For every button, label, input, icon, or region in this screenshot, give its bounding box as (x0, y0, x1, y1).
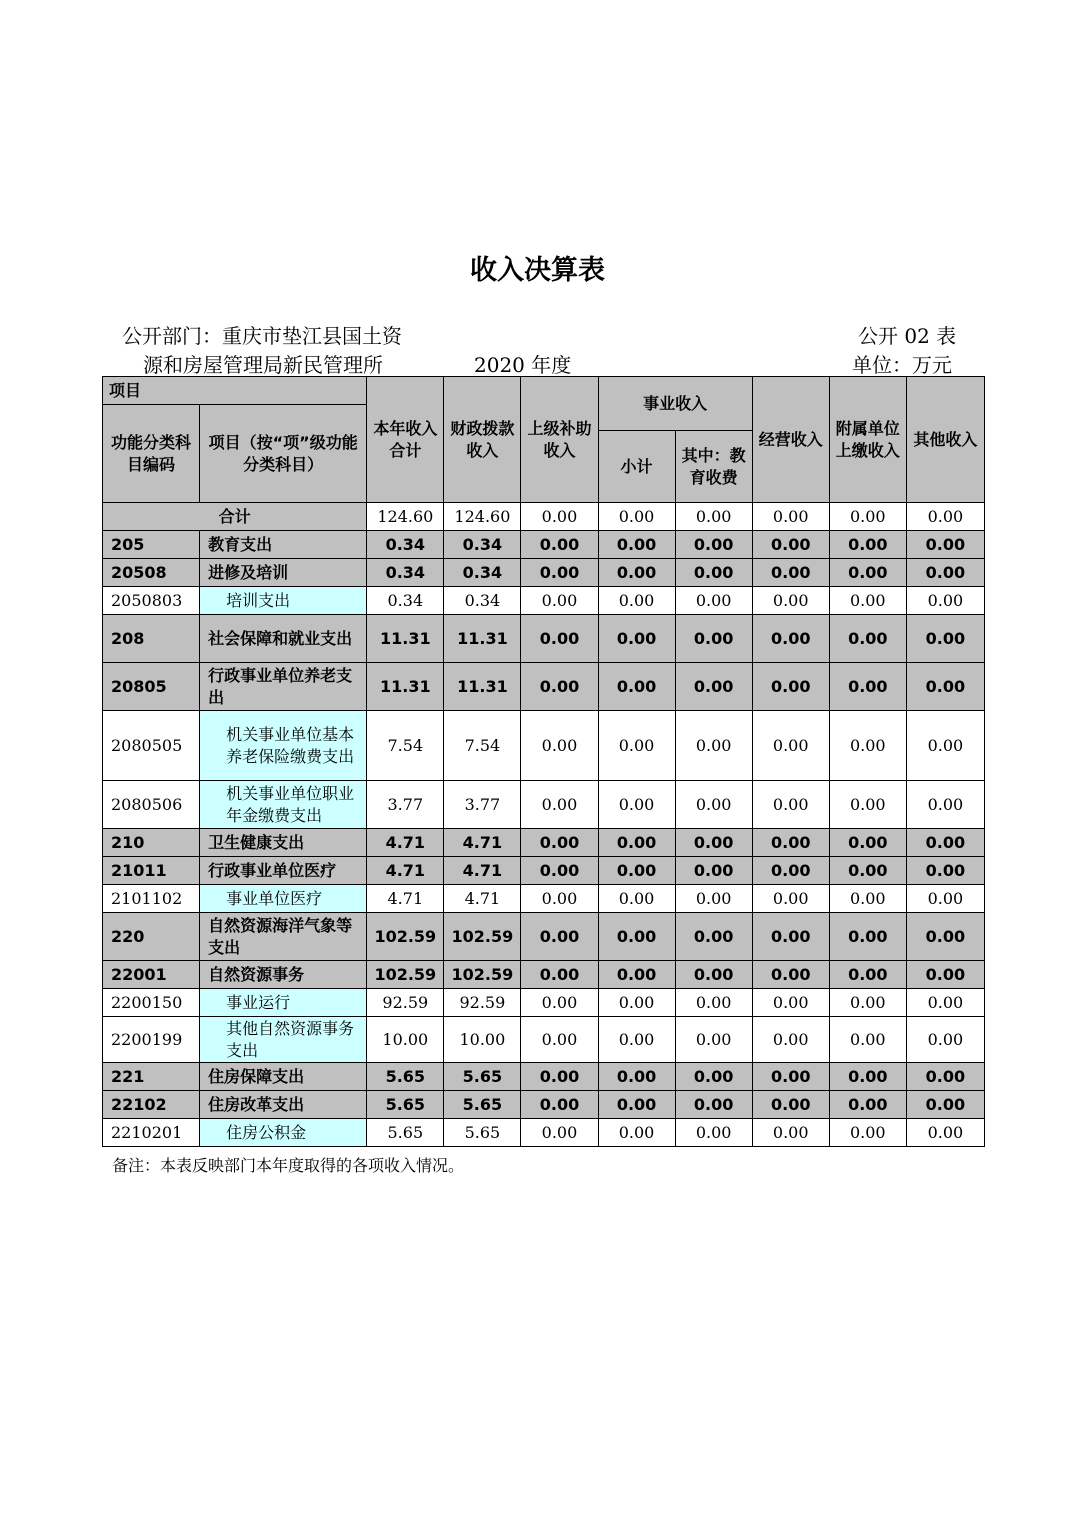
row-value: 0.00 (829, 1119, 906, 1147)
row-code: 220 (103, 913, 200, 961)
row-value: 0.34 (444, 531, 521, 559)
row-value: 0.00 (829, 559, 906, 587)
header-affiliate: 附属单位上缴收入 (829, 377, 906, 503)
row-name: 自然资源海洋气象等支出 (200, 913, 367, 961)
row-code: 2200199 (103, 1017, 200, 1063)
row-value: 0.00 (598, 531, 675, 559)
row-value: 0.00 (598, 913, 675, 961)
row-value: 0.00 (829, 913, 906, 961)
row-value: 0.00 (829, 781, 906, 829)
row-value: 0.00 (752, 885, 829, 913)
row-value: 0.00 (752, 587, 829, 615)
table-row (103, 1119, 985, 1147)
header-other: 其他收入 (906, 377, 984, 503)
row-code: 205 (103, 531, 200, 559)
row-value: 10.00 (444, 1017, 521, 1063)
table-row (103, 913, 985, 961)
row-code: 2080505 (103, 711, 200, 781)
row-value: 0.00 (521, 781, 598, 829)
total-value: 0.00 (829, 503, 906, 531)
row-value: 0.00 (598, 1017, 675, 1063)
row-value: 0.00 (829, 1063, 906, 1091)
row-value: 0.00 (906, 989, 984, 1017)
unit-label: 单位：万元 (852, 353, 952, 377)
row-value: 0.00 (598, 1091, 675, 1119)
row-value: 0.00 (598, 559, 675, 587)
row-value: 102.59 (367, 913, 444, 961)
row-code: 210 (103, 829, 200, 857)
row-value: 0.00 (906, 913, 984, 961)
row-value: 5.65 (444, 1119, 521, 1147)
row-value: 0.00 (598, 857, 675, 885)
header-code: 功能分类科目编码 (103, 405, 200, 503)
table-note: 备注：本表反映部门本年度取得的各项收入情况。 (112, 1156, 465, 1175)
row-value: 0.00 (752, 781, 829, 829)
row-value: 0.00 (906, 961, 984, 989)
total-label: 合计 (103, 503, 367, 531)
row-value: 0.00 (675, 531, 752, 559)
row-value: 0.00 (675, 857, 752, 885)
table-row (103, 857, 985, 885)
table-row (103, 711, 985, 781)
row-value: 0.34 (367, 587, 444, 615)
row-code: 2101102 (103, 885, 200, 913)
row-code: 221 (103, 1063, 200, 1091)
row-value: 0.00 (829, 1017, 906, 1063)
row-value: 0.00 (752, 913, 829, 961)
row-value: 0.00 (906, 663, 984, 711)
row-value: 0.00 (752, 711, 829, 781)
row-value: 0.00 (906, 711, 984, 781)
row-name: 社会保障和就业支出 (200, 615, 367, 663)
row-value: 0.00 (752, 663, 829, 711)
row-value: 0.00 (521, 1017, 598, 1063)
row-name: 卫生健康支出 (200, 829, 367, 857)
row-name: 事业单位医疗 (200, 885, 367, 913)
table-row (103, 1091, 985, 1119)
row-value: 10.00 (367, 1017, 444, 1063)
row-value: 0.00 (675, 961, 752, 989)
row-value: 4.71 (444, 857, 521, 885)
row-value: 0.00 (521, 1119, 598, 1147)
row-value: 0.00 (521, 711, 598, 781)
row-value: 0.00 (675, 885, 752, 913)
table-row (103, 663, 985, 711)
header-subtotal: 小计 (598, 431, 675, 503)
row-value: 3.77 (444, 781, 521, 829)
row-value: 0.00 (521, 1091, 598, 1119)
header-name: 项目（按“项”级功能分类科目） (200, 405, 367, 503)
row-value: 0.00 (906, 1119, 984, 1147)
dept-line-2: 源和房屋管理局新民管理所 (143, 353, 383, 377)
row-code: 22102 (103, 1091, 200, 1119)
row-value: 0.00 (752, 615, 829, 663)
row-value: 0.00 (829, 989, 906, 1017)
row-value: 0.00 (752, 1119, 829, 1147)
row-value: 5.65 (367, 1119, 444, 1147)
row-name: 机关事业单位职业年金缴费支出 (200, 781, 367, 829)
row-value: 0.00 (829, 829, 906, 857)
header-business: 事业收入 (598, 377, 752, 431)
total-value: 0.00 (675, 503, 752, 531)
row-name: 培训支出 (200, 587, 367, 615)
row-value: 0.00 (675, 1091, 752, 1119)
row-value: 0.00 (598, 989, 675, 1017)
row-value: 0.00 (521, 615, 598, 663)
total-value: 124.60 (367, 503, 444, 531)
row-value: 102.59 (444, 913, 521, 961)
row-code: 2050803 (103, 587, 200, 615)
row-value: 0.00 (521, 531, 598, 559)
row-value: 0.00 (521, 961, 598, 989)
row-value: 0.00 (829, 885, 906, 913)
row-value: 102.59 (444, 961, 521, 989)
row-value: 0.00 (906, 1063, 984, 1091)
row-value: 0.00 (829, 857, 906, 885)
row-value: 0.00 (829, 961, 906, 989)
row-value: 4.71 (444, 829, 521, 857)
table-row (103, 587, 985, 615)
row-value: 11.31 (367, 663, 444, 711)
row-value: 0.00 (752, 1017, 829, 1063)
row-value: 0.34 (367, 559, 444, 587)
total-value: 0.00 (521, 503, 598, 531)
row-value: 0.00 (598, 885, 675, 913)
row-code: 2080506 (103, 781, 200, 829)
row-value: 4.71 (367, 857, 444, 885)
row-value: 0.00 (752, 1091, 829, 1119)
row-value: 0.00 (906, 587, 984, 615)
row-value: 0.00 (752, 829, 829, 857)
header-edu: 其中：教育收费 (675, 431, 752, 503)
row-value: 0.00 (752, 531, 829, 559)
row-value: 0.00 (598, 829, 675, 857)
row-value: 0.00 (521, 587, 598, 615)
row-value: 0.00 (906, 1091, 984, 1119)
row-value: 4.71 (444, 885, 521, 913)
table-row (103, 989, 985, 1017)
row-name: 教育支出 (200, 531, 367, 559)
row-value: 0.00 (598, 961, 675, 989)
row-value: 0.00 (829, 1091, 906, 1119)
row-code: 20508 (103, 559, 200, 587)
row-value: 0.00 (906, 615, 984, 663)
row-value: 0.00 (906, 531, 984, 559)
row-name: 进修及培训 (200, 559, 367, 587)
table-row (103, 781, 985, 829)
header-project: 项目 (103, 377, 367, 405)
row-value: 92.59 (367, 989, 444, 1017)
row-value: 0.00 (829, 711, 906, 781)
header-fiscal: 财政拨款收入 (444, 377, 521, 503)
total-value: 0.00 (598, 503, 675, 531)
form-number: 公开 02 表 (858, 324, 957, 348)
row-value: 0.00 (521, 913, 598, 961)
row-name: 住房公积金 (200, 1119, 367, 1147)
row-value: 0.00 (675, 711, 752, 781)
row-value: 0.34 (367, 531, 444, 559)
row-value: 0.00 (752, 1063, 829, 1091)
row-value: 0.00 (675, 989, 752, 1017)
row-value: 0.00 (598, 1119, 675, 1147)
row-value: 0.00 (675, 1119, 752, 1147)
row-value: 0.00 (675, 913, 752, 961)
row-value: 0.00 (752, 961, 829, 989)
table-row (103, 559, 985, 587)
row-value: 0.00 (521, 559, 598, 587)
row-code: 2200150 (103, 989, 200, 1017)
row-value: 0.00 (906, 885, 984, 913)
row-value: 3.77 (367, 781, 444, 829)
row-value: 0.00 (752, 559, 829, 587)
total-value: 0.00 (752, 503, 829, 531)
page-title: 收入决算表 (470, 255, 605, 286)
row-value: 0.00 (675, 829, 752, 857)
row-value: 0.00 (829, 531, 906, 559)
row-value: 7.54 (367, 711, 444, 781)
header-operating: 经营收入 (752, 377, 829, 503)
row-value: 0.00 (598, 781, 675, 829)
total-row (103, 503, 985, 531)
row-value: 5.65 (367, 1091, 444, 1119)
row-value: 102.59 (367, 961, 444, 989)
row-value: 0.00 (521, 857, 598, 885)
row-value: 0.00 (521, 885, 598, 913)
row-value: 0.00 (829, 663, 906, 711)
row-value: 0.34 (444, 559, 521, 587)
row-value: 0.00 (906, 781, 984, 829)
table-row (103, 615, 985, 663)
row-value: 0.00 (829, 615, 906, 663)
row-value: 0.00 (598, 711, 675, 781)
row-name: 自然资源事务 (200, 961, 367, 989)
row-value: 0.00 (521, 829, 598, 857)
row-name: 事业运行 (200, 989, 367, 1017)
row-value: 0.00 (675, 1017, 752, 1063)
row-name: 其他自然资源事务支出 (200, 1017, 367, 1063)
row-code: 22001 (103, 961, 200, 989)
table-row (103, 961, 985, 989)
row-value: 0.00 (598, 1063, 675, 1091)
row-name: 机关事业单位基本养老保险缴费支出 (200, 711, 367, 781)
dept-line-1: 公开部门：重庆市垫江县国土资 (122, 324, 402, 348)
table-row (103, 885, 985, 913)
table-row (103, 1017, 985, 1063)
row-value: 0.00 (906, 829, 984, 857)
row-value: 0.00 (675, 615, 752, 663)
row-value: 0.00 (598, 587, 675, 615)
row-value: 11.31 (367, 615, 444, 663)
table-row (103, 1063, 985, 1091)
row-value: 0.34 (444, 587, 521, 615)
row-code: 2210201 (103, 1119, 200, 1147)
row-value: 92.59 (444, 989, 521, 1017)
table-row (103, 531, 985, 559)
row-value: 0.00 (752, 989, 829, 1017)
row-value: 0.00 (521, 1063, 598, 1091)
row-value: 5.65 (444, 1091, 521, 1119)
row-value: 11.31 (444, 615, 521, 663)
row-value: 11.31 (444, 663, 521, 711)
row-value: 0.00 (675, 663, 752, 711)
header-total: 本年收入合计 (367, 377, 444, 503)
row-code: 208 (103, 615, 200, 663)
row-value: 0.00 (675, 559, 752, 587)
row-value: 5.65 (444, 1063, 521, 1091)
row-name: 行政事业单位医疗 (200, 857, 367, 885)
row-value: 0.00 (906, 1017, 984, 1063)
row-code: 20805 (103, 663, 200, 711)
row-name: 行政事业单位养老支出 (200, 663, 367, 711)
row-name: 住房改革支出 (200, 1091, 367, 1119)
report-year: 2020 年度 (474, 353, 572, 377)
row-value: 0.00 (598, 615, 675, 663)
total-value: 124.60 (444, 503, 521, 531)
table-row (103, 829, 985, 857)
header-superior: 上级补助收入 (521, 377, 598, 503)
row-value: 0.00 (906, 559, 984, 587)
income-table (102, 376, 985, 1147)
row-value: 0.00 (752, 857, 829, 885)
row-value: 0.00 (598, 663, 675, 711)
row-value: 0.00 (906, 857, 984, 885)
row-value: 0.00 (521, 663, 598, 711)
row-value: 7.54 (444, 711, 521, 781)
row-value: 0.00 (675, 587, 752, 615)
row-value: 4.71 (367, 829, 444, 857)
row-value: 4.71 (367, 885, 444, 913)
row-value: 0.00 (829, 587, 906, 615)
row-code: 21011 (103, 857, 200, 885)
row-value: 0.00 (675, 1063, 752, 1091)
row-value: 5.65 (367, 1063, 444, 1091)
row-value: 0.00 (521, 989, 598, 1017)
row-name: 住房保障支出 (200, 1063, 367, 1091)
total-value: 0.00 (906, 503, 984, 531)
row-value: 0.00 (675, 781, 752, 829)
